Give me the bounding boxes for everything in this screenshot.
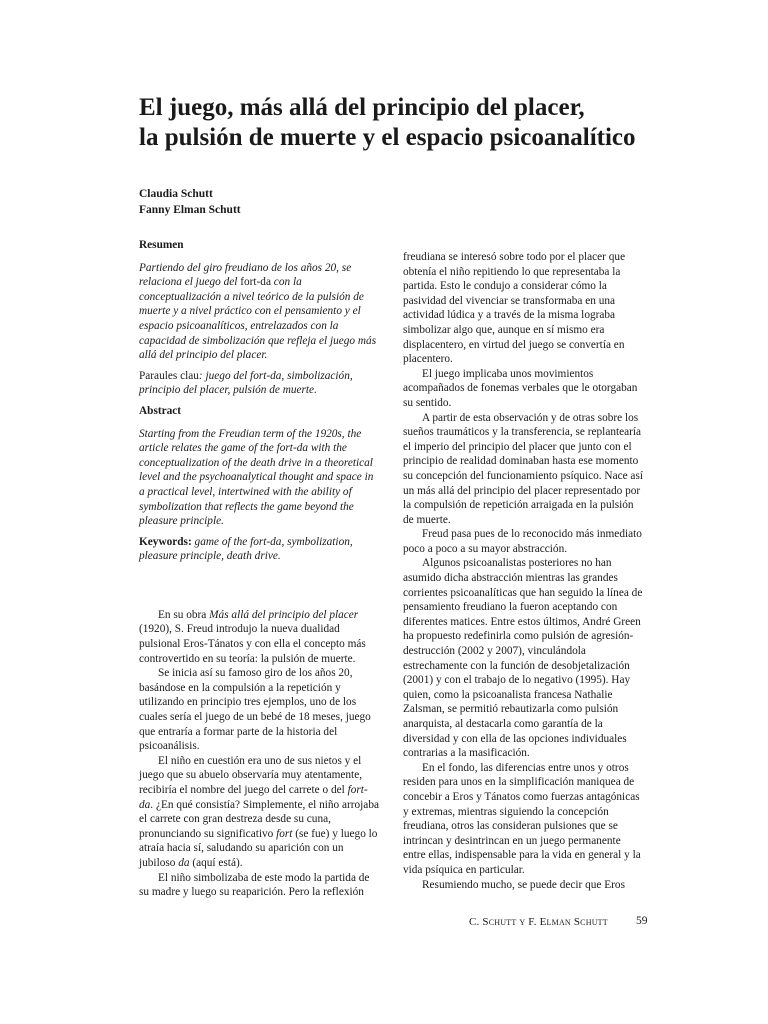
body-paragraph-6: El juego implicaba unos movimientos acompañados de fonemas verbales que le otorgaban su sentido. (403, 367, 638, 409)
left-column (139, 238, 379, 900)
resumen-text: Partiendo del giro freudiano de los años 20, se relaciona el juego del fort-da con la conceptualización a nivel teórico de la pulsión de muerte y a nivel práctico con el pensamiento y el espacio psicoanalíticos, entrelazados con la capacidad de simbolización que refleja el juego más allá del principio del placer. (139, 261, 377, 362)
resumen-heading: Resumen (139, 239, 184, 251)
title-line-1: El juego, más allá del principio del placer, (139, 94, 585, 121)
page-number: 59 (636, 915, 648, 927)
body-paragraph-11: Resumiendo mucho, se puede decir que Eros (422, 878, 625, 891)
running-head: C. Schutt y F. Elman Schutt (469, 916, 608, 928)
abstract-heading: Abstract (139, 404, 182, 417)
resumen-keywords (139, 369, 379, 398)
abstract-text: Starting from the Freudian term of the 1920s, the article relates the game of the fort-da with the conceptualization of the death drive in a theoretical level and the psychoanalytical thought and space in a practical level, intertwined with the ability of symbolization that reflects the game beyond the pleasure principle. (139, 427, 374, 528)
article-title (139, 93, 699, 153)
body-paragraph-5: freudiana se interesó sobre todo por el placer que obtenía el niño repitiendo lo que representaba la partida. Esto le condujo a considerar cómo la pasividad del vivenciar se transformaba en una actividad lúdica y a través de la misma lograba simbolizar algo que, aunque en sí mismo era displacentero, en virtud del juego se convertía en placentero. (403, 251, 626, 366)
right-column (403, 250, 643, 892)
resumen-keywords-label: Paraules clau (139, 369, 199, 382)
body-paragraph-10: En el fondo, las diferencias entre unos y otros residen para unos en la simplificación maniquea de concebir a Eros y Tánatos como fuerzas antagónicas y extremas, mientras siguiendo la concepción freudiana, otros las consideran pulsiones que se intrincan y desintrincan en un juego permanente entre ellas, indispensable para la vida en general y la vida psíquica en particular. (403, 761, 641, 876)
abstract-keywords (139, 535, 379, 564)
title-line-2: la pulsión de muerte y el espacio psicoanalítico (139, 124, 636, 151)
resumen-keywords-value: : juego del fort-da, simbolización, principio del placer, pulsión de muerte. (139, 369, 353, 397)
body-paragraph-1: En su obra Más allá del principio del placer (1920), S. Freud introdujo la nueva dualidad pulsional Eros-Tánatos y con ella el concepto más controvertido en su teoría: la pulsión de muerte. (139, 608, 366, 665)
abstract-keywords-label: Keywords: (139, 535, 192, 548)
body-paragraph-7: A partir de esta observación y de otras sobre los sueños traumáticos y la transferencia, se replantearía el imperio del principio del placer que junto con el principio de realidad dominaban hasta ese momento su concepción del funcionamiento psíquico. Nace así un más allá del principio del placer representado por la compulsión de repetición arraigada en la pulsión de muerte. (403, 411, 643, 526)
body-paragraph-8: Freud pasa pues de lo reconocido más inmediato poco a poco a su mayor abstracción. (403, 528, 642, 555)
body-paragraph-4: El niño simbolizaba de este modo la partida de su madre y luego su reaparición. Pero la reflexión (139, 871, 370, 899)
author-1: Claudia Schutt (139, 188, 213, 200)
body-paragraph-3: El niño en cuestión era uno de sus nietos y el juego que su abuelo observaría muy atentamente, recibiría el nombre del juego del carrete o del fort-da. ¿En qué consistía? Simplemente, el niño arrojaba el carrete con gran destreza desde su cuna, pronunciando su significativo fort (se fue) y luego lo atraía hacia sí, saludando su aparición con un jubiloso da (aquí está). (139, 754, 379, 869)
author-2: Fanny Elman Schutt (139, 204, 241, 216)
body-paragraph-9: Algunos psicoanalistas posteriores no han asumido dicha abstracción mientras las grandes corrientes psicoanalíticas que han seguido la línea de pensamiento freudiano la fueron aceptando con diferentes matices. Entre estos últimos, André Green ha propuesto redefinirla como pulsión de agresión-destrucción (2002 y 2007), vinculándola estrechamente con la función de desobjetalización (2001) y con el trabajo de lo negativo (1995). Hay quien, como la psicoanalista francesa Nathalie Zalsman, se permitió rebautizarla como pulsión anarquista, al destacarla como garantía de la diversidad y con ella de las opciones individuales contrarias a la masificación. (403, 557, 643, 760)
author-list (139, 186, 241, 218)
abstract-keywords-value: game of the fort-da, symbolization, pleasure principle, death drive. (139, 535, 353, 563)
body-paragraph-2: Se inicia así su famoso giro de los años 20, basándose en la compulsión a la repetición y utilizando en principio tres ejemplos, uno de los cuales sería el juego de un bebé de 18 meses, juego que entraría a formar parte de la historia del psicoanálisis. (139, 667, 371, 753)
